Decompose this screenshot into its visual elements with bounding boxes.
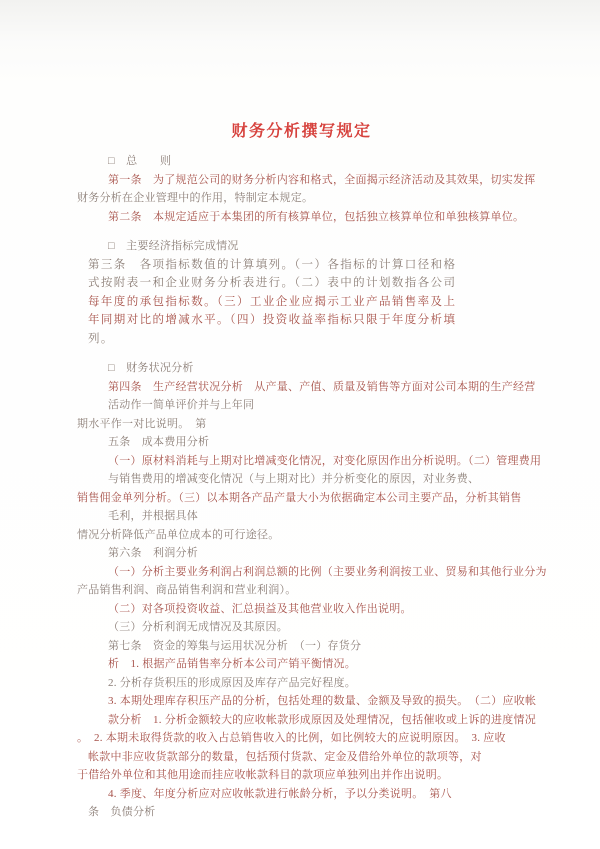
doc-line: 列。 xyxy=(88,332,114,345)
doc-line: 毛利，并根据具体 xyxy=(108,510,198,522)
doc-line: 2. 分析存货积压的形成原因及库存产品完好程度。 xyxy=(108,676,356,689)
doc-line: 帐款中非应收货款部分的数量，包括预付货款、定金及借给外单位的款项等，对 xyxy=(88,750,482,763)
document-title: 财务分析撰写规定 xyxy=(231,123,372,140)
doc-line: 期水平作一对比说明。 第 xyxy=(77,417,207,430)
doc-line: 式按附表一和企业财务分析表进行。（二）表中的计划数指各公司 xyxy=(88,277,457,289)
doc-line: 第三条 各项指标数值的计算填列。（一）各指标的计算口径和格 xyxy=(88,258,457,271)
doc-line: 财务分析在企业管理中的作用，特制定本规定。 xyxy=(77,192,314,204)
doc-line: （三）分析利润无成情况及其原因。 xyxy=(108,621,288,633)
doc-line: （二）对各项投资收益、汇总损益及其他营业收入作出说明。 xyxy=(108,602,412,615)
doc-line: 每年度的承包指标数。（三）工业企业应揭示工业产品销售率及上 xyxy=(88,295,457,308)
doc-line: 产品销售利润、商品销售利润和营业利润）。 xyxy=(77,584,297,596)
doc-line: 第七条 资金的筹集与运用状况分析 （一）存货分 xyxy=(108,639,362,652)
doc-line: 。 2. 本期未取得货款的收入占总销售收入的比例，如比例较大的应说明原因。 3. 应收 xyxy=(77,732,506,744)
doc-line: 条 负债分析 xyxy=(88,806,156,818)
doc-line: 析 1. 根据产品销售率分析本公司产销平衡情况。 xyxy=(108,658,356,670)
doc-line: 与销售费用的增减变化情况（与上期对比）并分析变化的原因，对业务费、 xyxy=(108,473,480,485)
document-body xyxy=(77,122,547,822)
doc-line: 第二条 本规定适应于本集团的所有核算单位，包括独立核算单位和单独核算单位。 xyxy=(108,210,525,223)
doc-line: 年同期对比的增减水平。（四）投资收益率指标只限于年度分析填 xyxy=(88,314,457,326)
doc-line: （一）分析主要业务利润占利润总额的比例（主要业务利润按工业、贸易和其他行业分为 xyxy=(108,565,547,578)
doc-line: 活动作一简单评价并与上年同 xyxy=(108,399,255,411)
doc-line: 第六条 利润分析 xyxy=(108,547,198,559)
doc-line: 五条 成本费用分析 xyxy=(108,436,210,448)
doc-line: 于借给外单位和其他用途而挂应收帐款科目的款项应单独列出并作出说明。 xyxy=(77,769,449,781)
doc-line: 情况分析降低产品单位成本的可行途径。 xyxy=(77,528,280,541)
doc-line: □ 总 则 xyxy=(108,155,172,167)
doc-line: （一）原材料消耗与上期对比增减变化情况，对变化原因作出分析说明。（二）管理费用 xyxy=(108,454,542,467)
doc-line: □ 财务状况分析 xyxy=(108,362,194,374)
doc-line: 3. 本期处理库存积压产品的分析，包括处理的数量、金额及导致的损失。 （二）应收帐 xyxy=(108,695,537,707)
document-lines xyxy=(77,152,547,822)
doc-line: 销售佣金单列分析。（三）以本期各产品产量大小为依据确定本公司主要产品，分析其销售 xyxy=(77,491,522,504)
doc-line: 4. 季度、年度分析应对应收帐款进行帐龄分析，予以分类说明。 第八 xyxy=(108,787,452,800)
doc-line: □ 主要经济指标完成情况 xyxy=(108,240,239,252)
doc-line: 第四条 生产经营状况分析 从产量、产值、质量及销售等方面对公司本期的生产经营 xyxy=(108,380,536,393)
doc-line: 第一条 为了规范公司的财务分析内容和格式，全面揭示经济活动及其效果，切实发挥 xyxy=(108,173,536,186)
doc-line: 款分析 1. 分析金额较大的应收帐款形成原因及处理情况，包括催收或上诉的进度情况 xyxy=(108,713,536,726)
